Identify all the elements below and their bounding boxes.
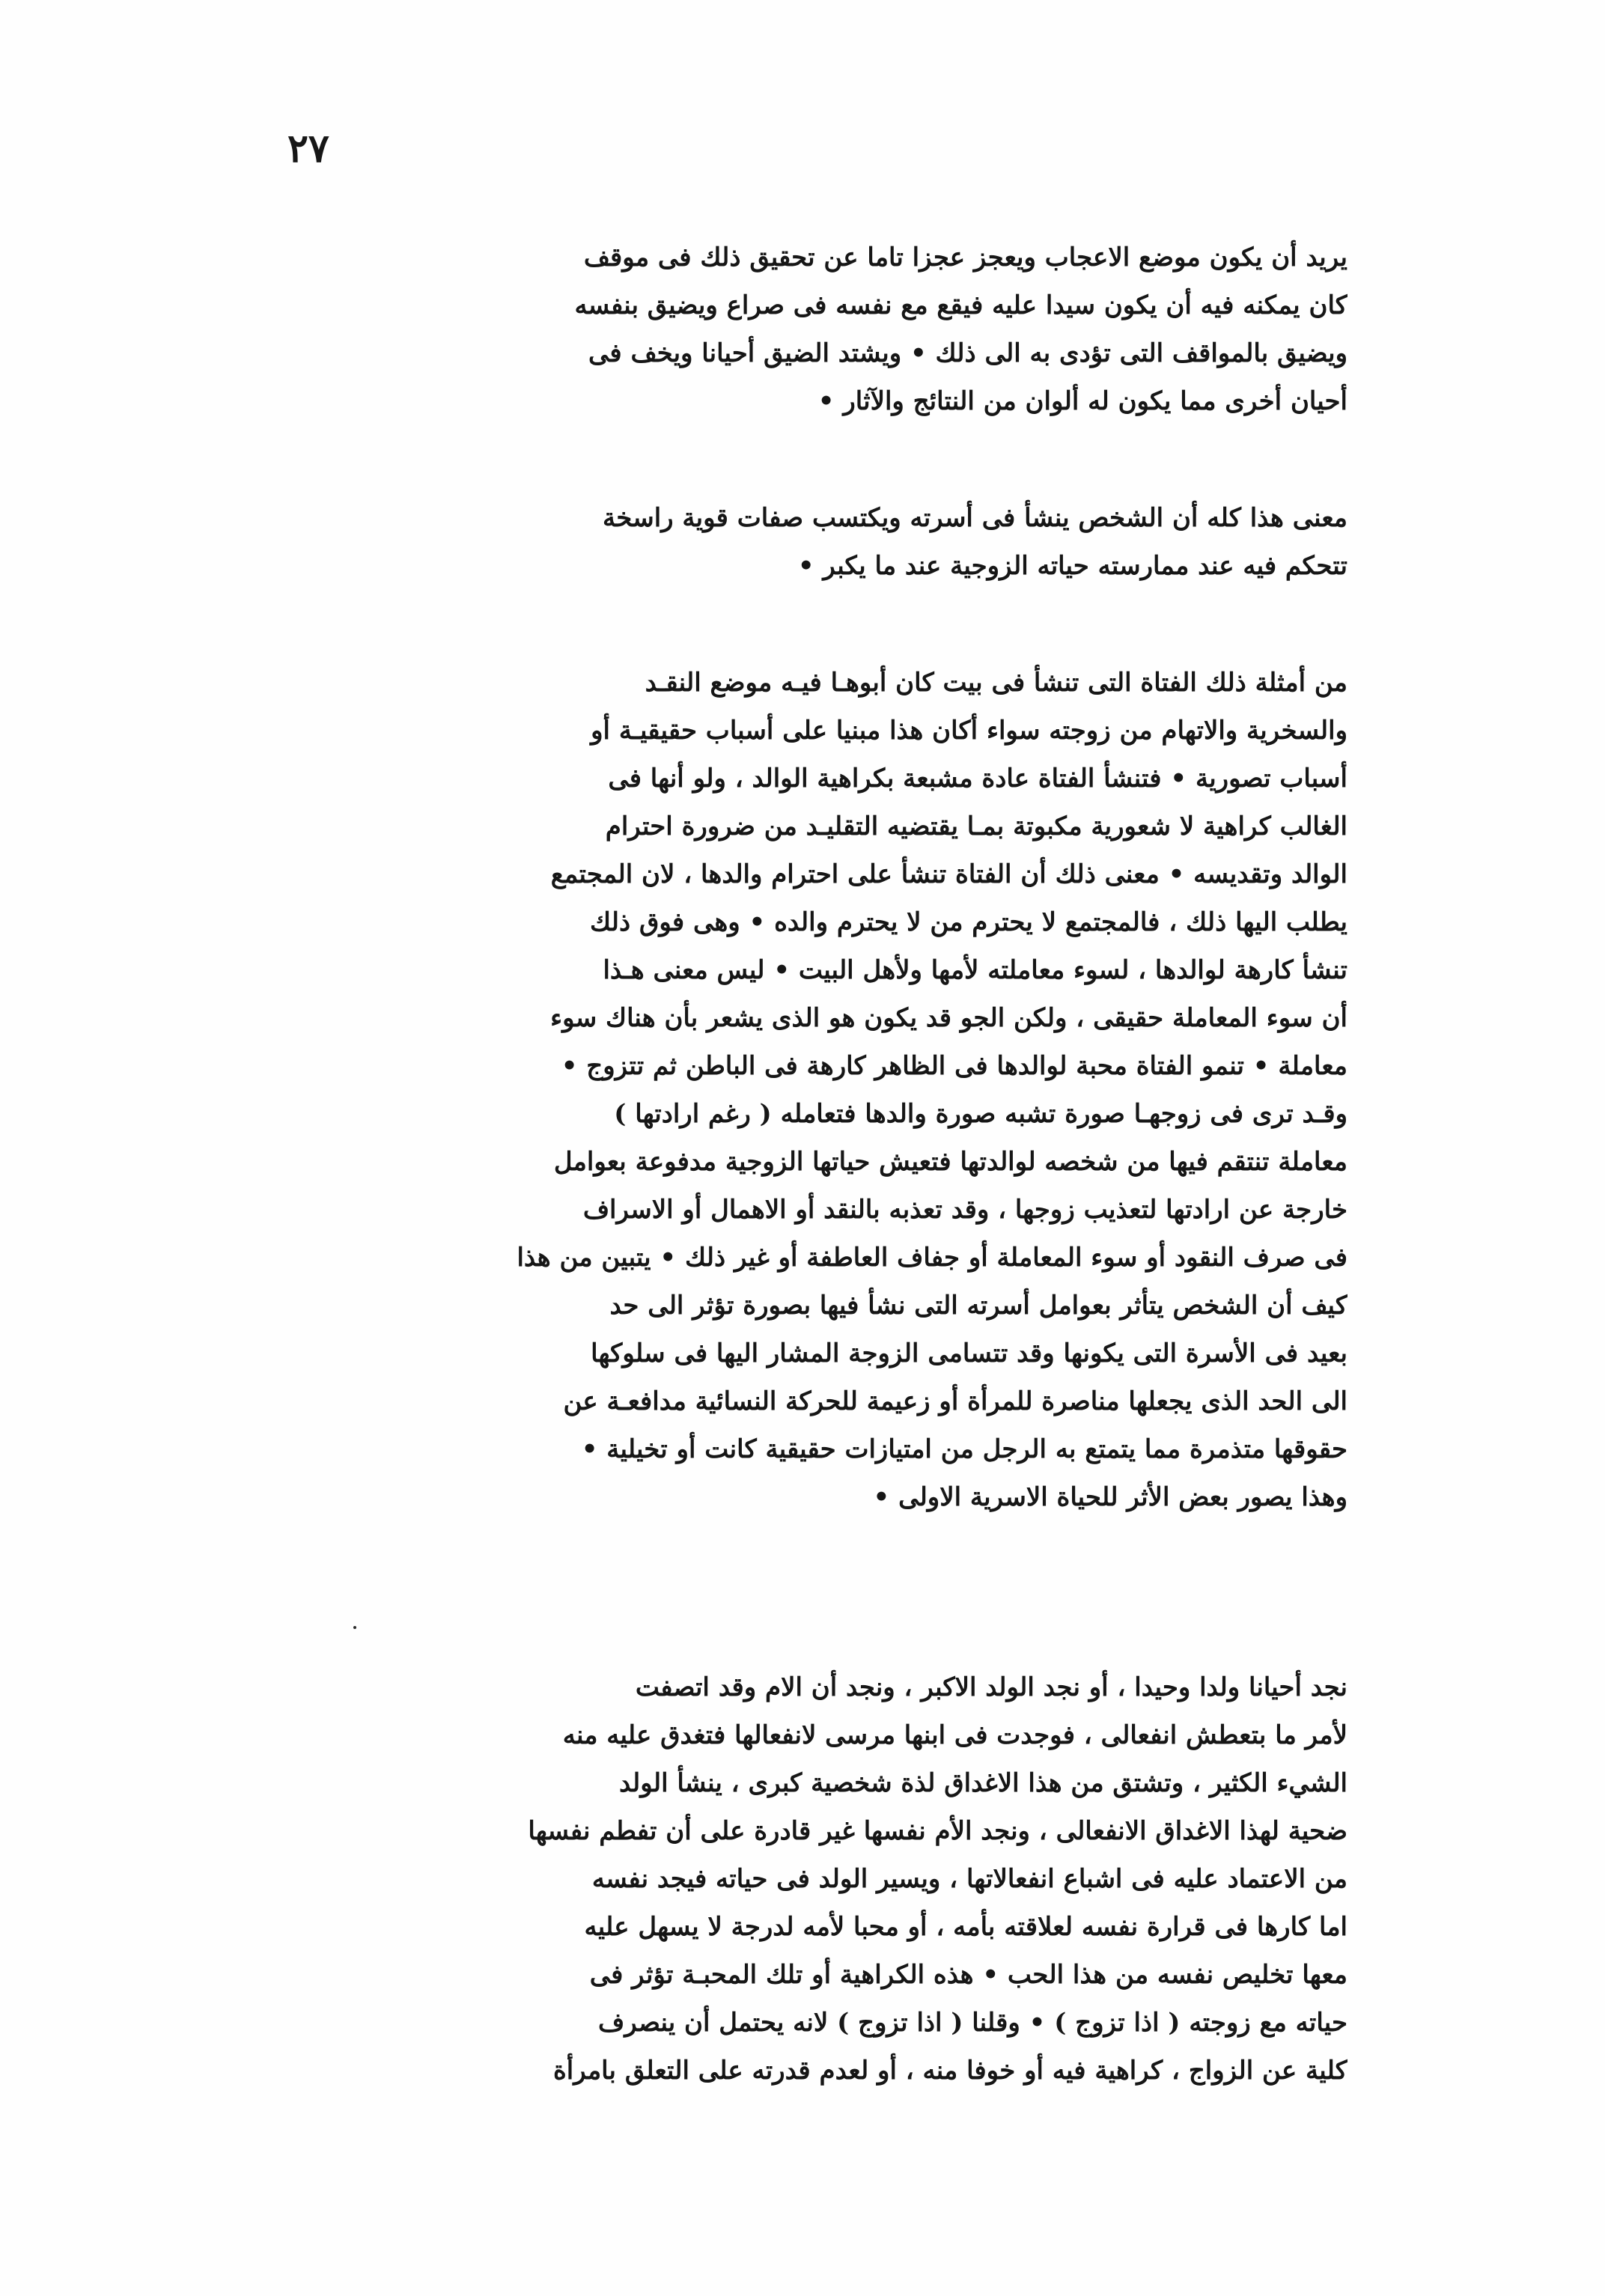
text-line: يريد أن يكون موضع الاعجاب ويعجز عجزا تاما عن تحقيق ذلك فى موقف bbox=[583, 243, 1347, 272]
text-line: خارجة عن ارادتها لتعذيب زوجها ، وقد تعذبه بالنقد أو الاهمال أو الاسراف bbox=[582, 1195, 1347, 1225]
text-line: ويضيق بالمواقف التى تؤدى به الى ذلك • ويشتد الضيق أحيانا ويخف فى bbox=[588, 338, 1347, 368]
text-line: بعيد فى الأسرة التى يكونها وقد تتسامى الزوجة المشار اليها فى سلوكها bbox=[591, 1339, 1347, 1368]
text-line: الشيء الكثير ، وتشتق من هذا الاغداق لذة شخصية كبرى ، ينشأ الولد bbox=[619, 1768, 1347, 1798]
text-line: وقـد ترى فى زوجهـا صورة تشبه صورة والدها فتعامله ( رغم ارادتها ) bbox=[614, 1099, 1347, 1129]
text-line: معنى هذا كله أن الشخص ينشأ فى أسرته ويكتسب صفات قوية راسخة bbox=[603, 503, 1347, 533]
text-line: أسباب تصورية • فتنشأ الفتاة عادة مشبعة بكراهية الوالد ، ولو أنها فى bbox=[608, 764, 1347, 794]
text-line: تنشأ كارهة لوالدها ، لسوء معاملته لأمها ولأهل البيت • ليس معنى هـذا bbox=[603, 955, 1347, 985]
text-line: والسخرية والاتهام من زوجته سواء أكان هذا مبنيا على أسباب حقيقيـة أو bbox=[591, 716, 1347, 746]
text-line: ضحية لهذا الاغداق الانفعالى ، ونجد الأم نفسها غير قادرة على أن تفطم نفسها bbox=[528, 1816, 1347, 1846]
paragraph-3 bbox=[255, 659, 1347, 1521]
text-line: معها تخليص نفسه من هذا الحب • هذه الكراهية أو تلك المحبـة تؤثر فى bbox=[589, 1960, 1347, 1990]
text-line: معاملة تنتقم فيها من شخصه لوالدتها فتعيش حياتها الزوجية مدفوعة بعوامل bbox=[553, 1147, 1347, 1177]
text-line: اما كارها فى قرارة نفسه لعلاقته بأمه ، أو محبا لأمه لدرجة لا يسهل عليه bbox=[584, 1912, 1347, 1942]
paragraph-4 bbox=[255, 1663, 1347, 2095]
text-line: الى الحد الذى يجعلها مناصرة للمرأة أو زعيمة للحركة النسائية مدافعـة عن bbox=[563, 1386, 1347, 1416]
text-line: من الاعتماد عليه فى اشباع انفعالاتها ، ويسير الولد فى حياته فيجد نفسه bbox=[591, 1864, 1347, 1894]
text-line: الغالب كراهية لا شعورية مكبوتة بمـا يقتضيه التقليـد من ضرورة احترام bbox=[605, 811, 1347, 841]
text-line: يطلب اليها ذلك ، فالمجتمع لا يحترم من لا يحترم والده • وهى فوق ذلك bbox=[589, 907, 1347, 937]
text-line: كيف أن الشخص يتأثر بعوامل أسرته التى نشأ فيها بصورة تؤثر الى حد bbox=[609, 1291, 1347, 1321]
text-line: فى صرف النقود أو سوء المعاملة أو جفاف العاطفة أو غير ذلك • يتبين من هذا bbox=[517, 1243, 1347, 1273]
text-line: كان يمكنه فيه أن يكون سيدا عليه فيقع مع نفسه فى صراع ويضيق بنفسه bbox=[574, 290, 1347, 320]
text-line: حقوقها متذمرة مما يتمتع به الرجل من امتيازات حقيقية كانت أو تخيلية • bbox=[581, 1434, 1347, 1464]
text-line: حياته مع زوجته ( اذا تزوج ) • وقلنا ( اذا تزوج ) لانه يحتمل أن ينصرف bbox=[597, 2008, 1347, 2038]
paragraph-1 bbox=[255, 234, 1347, 425]
text-line: كلية عن الزواج ، كراهية فيه أو خوفا منه ، أو لعدم قدرته على التعلق بامرأة bbox=[552, 2056, 1347, 2086]
text-line: أحيان أخرى مما يكون له ألوان من النتائج والآثار • bbox=[817, 386, 1347, 416]
text-line: لأمر ما بتعطش انفعالى ، فوجدت فى ابنها مرسى لانفعالها فتغدق عليه منه bbox=[562, 1720, 1347, 1750]
text-line: معاملة • تنمو الفتاة محبة لوالدها فى الظاهر كارهة فى الباطن ثم تتزوج • bbox=[561, 1051, 1347, 1081]
text-line: نجد أحيانا ولدا وحيدا ، أو نجد الولد الاكبر ، ونجد أن الام وقد اتصفت bbox=[635, 1672, 1347, 1702]
paragraph-2 bbox=[255, 494, 1347, 590]
scan-speck bbox=[353, 1626, 356, 1629]
text-line: أن سوء المعاملة حقيقى ، ولكن الجو قد يكون هو الذى يشعر بأن هناك سوء bbox=[550, 1003, 1347, 1033]
text-line: الوالد وتقديسه • معنى ذلك أن الفتاة تنشأ على احترام والدها ، لان المجتمع bbox=[550, 859, 1347, 889]
text-line: من أمثلة ذلك الفتاة التى تنشأ فى بيت كان أبوهـا فيـه موضع النقـد bbox=[645, 668, 1347, 698]
text-line: تتحكم فيه عند ممارسته حياته الزوجية عند ما يكبر • bbox=[797, 551, 1347, 581]
page-number: ٢٧ bbox=[287, 126, 329, 171]
text-line: وهذا يصور بعض الأثر للحياة الاسرية الاولى • bbox=[873, 1482, 1347, 1512]
